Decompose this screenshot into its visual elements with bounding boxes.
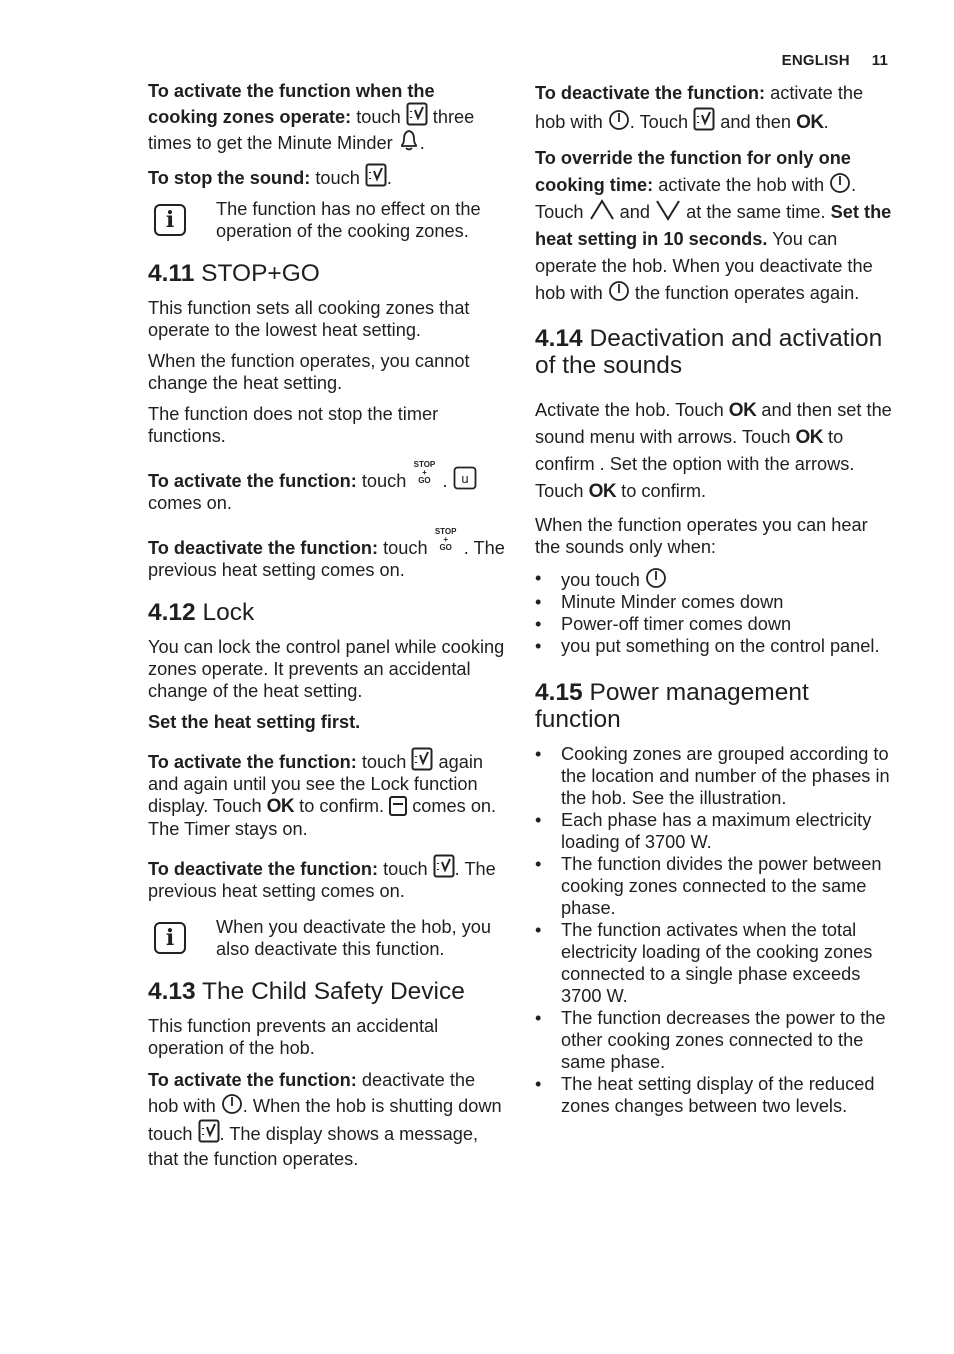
- timer-check-icon: [198, 1119, 220, 1143]
- activate-minute-minder-paragraph: To activate the function when the cooking zones operate: touch three times to get the Minute Minder .: [148, 81, 475, 153]
- section-heading-4-13: 4.13 The Child Safety Device: [148, 978, 465, 1005]
- power-icon: [221, 1093, 243, 1115]
- sounds-list: [535, 567, 895, 657]
- sounds-instructions-paragraph: Activate the hob. Touch OK and then set the sound menu with arrows. Touch OK to confirm . Set the option with the arrows. Touch OK to confirm.: [535, 400, 892, 502]
- ok-icon: OK: [728, 400, 757, 421]
- right-column: [535, 80, 895, 1127]
- override-paragraph: To override the function for only one cooking time: activate the hob with . Touch and at the same time. Set the heat setting in 10 seconds. You can operate the hob. When you deactivate the hob with the function operates again.: [535, 148, 892, 303]
- ok-icon: OK: [266, 796, 295, 817]
- down-arrow-icon: [655, 199, 681, 221]
- timer-check-icon: [365, 163, 387, 187]
- list-item: • Power-off timer comes down: [535, 613, 895, 635]
- ok-icon: OK: [796, 112, 824, 133]
- power-icon: [645, 567, 667, 589]
- section-heading-4-11: 4.11 STOP+GO: [148, 260, 320, 287]
- timer-check-icon: [411, 747, 433, 771]
- timer-check-icon: [693, 107, 715, 131]
- info-icon: i: [154, 204, 186, 236]
- section-heading-4-14: 4.14 Deactivation and activation of the sounds: [535, 325, 883, 379]
- language-label: ENGLISH: [781, 52, 850, 69]
- paragraph: Set the heat setting first.: [148, 712, 361, 732]
- stop-sound-paragraph: To stop the sound: touch .: [148, 163, 508, 189]
- info-note: [148, 916, 508, 960]
- power-icon: [608, 109, 630, 131]
- child-safety-deactivate-paragraph: To deactivate the function: activate the hob with . Touch and then OK.: [535, 83, 864, 133]
- info-note-text: When you deactivate the hob, you also deactivate this function.: [216, 917, 492, 959]
- stopgo-deactivate-paragraph: To deactivate the function: touch STOP + GO . The previous heat setting comes on.: [148, 527, 505, 580]
- paragraph: This function prevents an accidental operation of the hob.: [148, 1016, 439, 1058]
- bell-icon: [398, 128, 420, 152]
- power-management-list: [535, 743, 895, 1117]
- lock-deactivate-paragraph: To deactivate the function: touch . The previous heat setting comes on.: [148, 854, 508, 902]
- left-column: [148, 80, 508, 1181]
- page-header: [782, 50, 888, 72]
- up-arrow-icon: [589, 199, 615, 221]
- paragraph: This function sets all cooking zones that operate to the lowest heat setting.: [148, 298, 470, 340]
- paragraph: When the function operates, you cannot change the heat setting.: [148, 351, 470, 393]
- timer-check-icon: [433, 854, 455, 878]
- section-heading-4-12: 4.12 Lock: [148, 599, 255, 626]
- list-item: • The function activates when the total electricity loading of the cooking zones connected to a single phase exceeds 3700 W.: [535, 919, 895, 1007]
- stop-go-icon: STOP + GO: [434, 527, 457, 552]
- svg-text:u: u: [460, 471, 469, 486]
- info-note-text: The function has no effect on the operation of the cooking zones.: [216, 199, 481, 241]
- stop-go-icon: STOP + GO: [413, 460, 436, 485]
- list-item: • Minute Minder comes down: [535, 591, 895, 613]
- page-number: 11: [871, 52, 888, 69]
- list-item: • you put something on the control panel.: [535, 635, 895, 657]
- stopgo-activate-paragraph: To activate the function: touch STOP + GO . u comes on.: [148, 461, 508, 514]
- list-item: • The heat setting display of the reduced zones changes between two levels.: [535, 1073, 895, 1117]
- paragraph: You can lock the control panel while cooking zones operate. It prevents an accidental change of the heat setting.: [148, 637, 505, 701]
- info-note: [148, 198, 508, 242]
- lock-icon: [389, 796, 407, 816]
- list-item: • The function decreases the power to the other cooking zones connected to the same phase.: [535, 1007, 895, 1073]
- list-item: • you touch: [535, 567, 895, 591]
- power-icon: [608, 280, 630, 302]
- list-item: • Each phase has a maximum electricity loading of 3700 W.: [535, 809, 895, 853]
- paragraph: The function does not stop the timer functions.: [148, 404, 439, 446]
- ok-icon: OK: [795, 427, 823, 448]
- paragraph: When the function operates you can hear the sounds only when:: [535, 515, 868, 557]
- list-item: • The function divides the power between cooking zones connected to the same phase.: [535, 853, 895, 919]
- lock-activate-paragraph: To activate the function: touch again and again until you see the Lock function display. Touch OK to confirm. comes on. The Timer stays on.: [148, 747, 508, 840]
- power-icon: [829, 172, 851, 194]
- timer-symbol-icon: [453, 466, 477, 490]
- timer-check-icon: [406, 102, 428, 126]
- section-heading-4-15: 4.15 Power management function: [535, 679, 809, 733]
- list-item: • Cooking zones are grouped according to the location and number of the phases in the hob. See the illustration.: [535, 743, 895, 809]
- child-safety-activate-paragraph: To activate the function: deactivate the hob with . When the hob is shutting down touch . The display shows a message, that the function operates.: [148, 1070, 502, 1169]
- ok-icon: OK: [588, 481, 617, 502]
- info-icon: i: [154, 922, 186, 954]
